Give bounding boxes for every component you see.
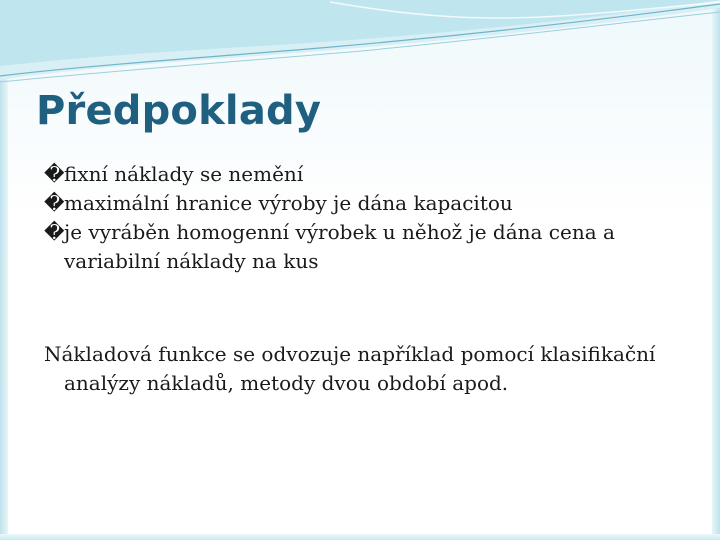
bullet-text: fixní náklady se nemění — [64, 162, 304, 186]
bullet-text: maximální hranice výroby je dána kapacitou — [64, 191, 513, 215]
bullet-icon: � — [44, 162, 65, 186]
slide-title: Předpoklady — [36, 88, 322, 134]
body-paragraph: Nákladová funkce se odvozuje například pomocí klasifikační analýzy nákladů, metody dvou období apod. — [44, 342, 656, 395]
bullet-item — [44, 160, 694, 189]
bullet-list — [44, 160, 694, 276]
bottom-border-decoration — [0, 534, 720, 540]
bullet-item — [44, 189, 694, 218]
bullet-text: je vyráběn homogenní výrobek u něhož je dána cena a variabilní náklady na kus — [64, 220, 615, 273]
bullet-item — [44, 218, 694, 276]
bullet-icon: � — [44, 191, 65, 215]
bullet-icon: � — [44, 220, 65, 244]
header-wave-decoration — [0, 0, 720, 90]
